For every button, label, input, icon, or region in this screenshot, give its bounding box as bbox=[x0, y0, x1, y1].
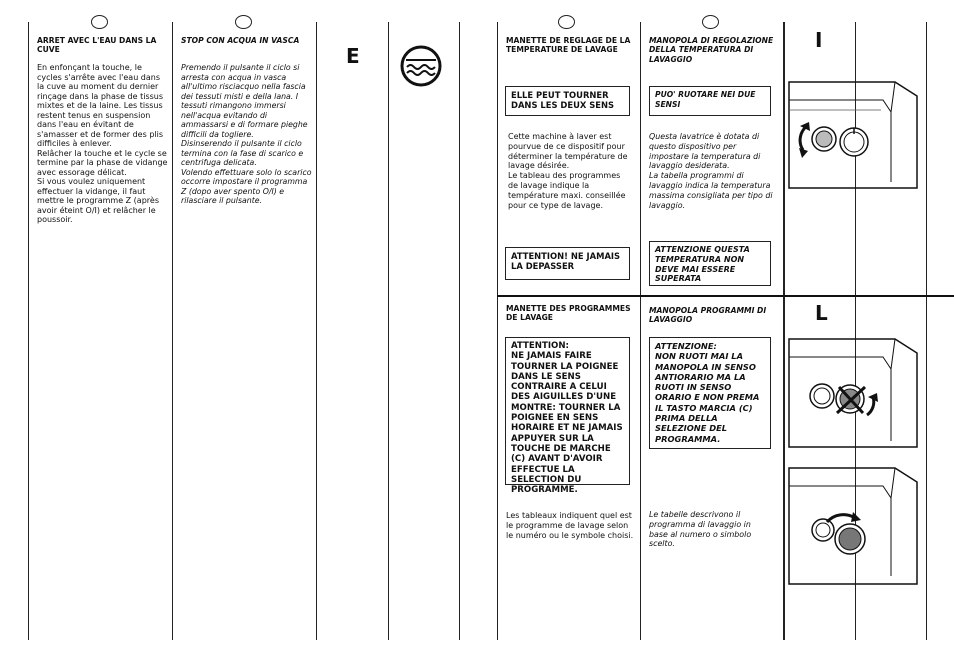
fr-notice-box: ELLE PEUT TOURNER DANS LES DEUX SENS bbox=[505, 86, 630, 116]
program-knob-counterclockwise-illustration bbox=[787, 335, 927, 455]
it-heading: MANOPOLA DI REGOLAZIONE DELLA TEMPERATURA DI LAVAGGIO bbox=[649, 36, 774, 64]
language-circle bbox=[235, 15, 252, 29]
fr-warning-box: ATTENTION! NE JAMAIS LA DEPASSER bbox=[505, 247, 630, 280]
fr-heading: MANETTE DE REGLAGE DE LA TEMPERATURE DE LAVAGE bbox=[506, 36, 631, 55]
column-divider bbox=[388, 22, 389, 640]
language-circle bbox=[702, 15, 719, 29]
column-divider bbox=[172, 22, 173, 640]
temperature-knob-illustration bbox=[787, 78, 927, 198]
fr-paragraph: En enfonçant la touche, le cycles s'arrête avec l'eau dans la cuve au moment du dernier rinçage dans la phase de tissus mixtes et de la laine. Les tissus restent tenus en suspension dans l'eau en évitant de s'amasser et de former des plis difficiles à enlever. Relâcher la touche et le cycle se termine par la phase de vidange avec essorage délicat. Si vous voulez uniquement effectuer la vidange, il faut mettre le programme Z (après avoir éteint O/I) et relâcher le poussoir. bbox=[37, 63, 168, 224]
it-paragraph: Premendo il pulsante il ciclo si arresta con acqua in vasca all'ultimo risciacquo nella fascia dei tessuti misti e della lana. I tessuti rimangono immersi nell'acqua evitando di ammassarsi e di formare pieghe difficili da togliere. Disinserendo il pulsante il ciclo termina con la fase di scarico e centrifuga delicata. Volendo effettuare solo lo scarico occorre impostare il programma Z (dopo aver spento O/I) e rilasciare il pulsante. bbox=[181, 63, 312, 205]
language-circle bbox=[558, 15, 575, 29]
column-divider bbox=[459, 22, 460, 640]
fr-heading: MANETTE DES PROGRAMMES DE LAVAGE bbox=[506, 304, 631, 323]
column-divider bbox=[316, 22, 317, 640]
it-heading: MANOPOLA PROGRAMMI DI LAVAGGIO bbox=[649, 306, 767, 325]
it-paragraph: Le tabelle descrivono il programma di lavaggio in base al numero o simbolo scelto. bbox=[649, 510, 752, 549]
fr-paragraph: Cette machine à laver est pourvue de ce dispositif pour déterminer la température de lavage désirée. Le tableau des programmes de lavage indique la température maxi. conseillée pour ce type de lavage. bbox=[508, 132, 628, 210]
fr-paragraph: Les tableaux indiquent quel est le programme de lavage selon le numéro ou le symbole choisi. bbox=[506, 511, 634, 540]
fr-heading: ARRET AVEC L'EAU DANS LA CUVE bbox=[37, 36, 157, 55]
section-letter-i: I bbox=[815, 28, 823, 52]
column-divider bbox=[497, 22, 498, 640]
column-divider bbox=[640, 22, 641, 640]
language-circle bbox=[91, 15, 108, 29]
it-warning-box: ATTENZIONE: NON RUOTI MAI LA MANOPOLA IN SENSO ANTIORARIO MA LA RUOTI IN SENSO ORARIO E NON PREMA IL TASTO MARCIA (C) PRIMA DELLA SELEZIONE DEL PROGRAMMA. bbox=[649, 337, 771, 449]
it-paragraph: Questa lavatrice è dotata di questo dispositivo per impostare la temperatura di lavaggio desiderata. La tabella programmi di lavaggio indica la temperatura massima consigliata per tipo di lavaggio. bbox=[649, 132, 773, 210]
section-letter-e: E bbox=[346, 44, 360, 68]
water-in-tub-icon bbox=[399, 45, 443, 87]
section-divider bbox=[497, 295, 954, 297]
column-divider bbox=[28, 22, 29, 640]
fr-warning-box: ATTENTION: NE JAMAIS FAIRE TOURNER LA POIGNEE DANS LE SENS CONTRAIRE A CELUI DES AIGUILLES D'UNE MONTRE: TOURNER LA POIGNEE EN SENS HORAIRE ET NE JAMAIS APPUYER SUR LA TOUCHE DE MARCHE (C) AVANT D'AVOIR EFFECTUE LA SELECTION DU PROGRAMME. bbox=[505, 337, 630, 485]
section-letter-l: L bbox=[815, 301, 828, 325]
it-heading: STOP CON ACQUA IN VASCA bbox=[181, 36, 300, 45]
program-knob-clockwise-illustration bbox=[787, 464, 927, 589]
it-warning-box: ATTENZIONE QUESTA TEMPERATURA NON DEVE MAI ESSERE SUPERATA bbox=[649, 241, 771, 286]
column-divider bbox=[783, 22, 785, 640]
it-notice-box: PUO' RUOTARE NEI DUE SENSI bbox=[649, 86, 771, 116]
